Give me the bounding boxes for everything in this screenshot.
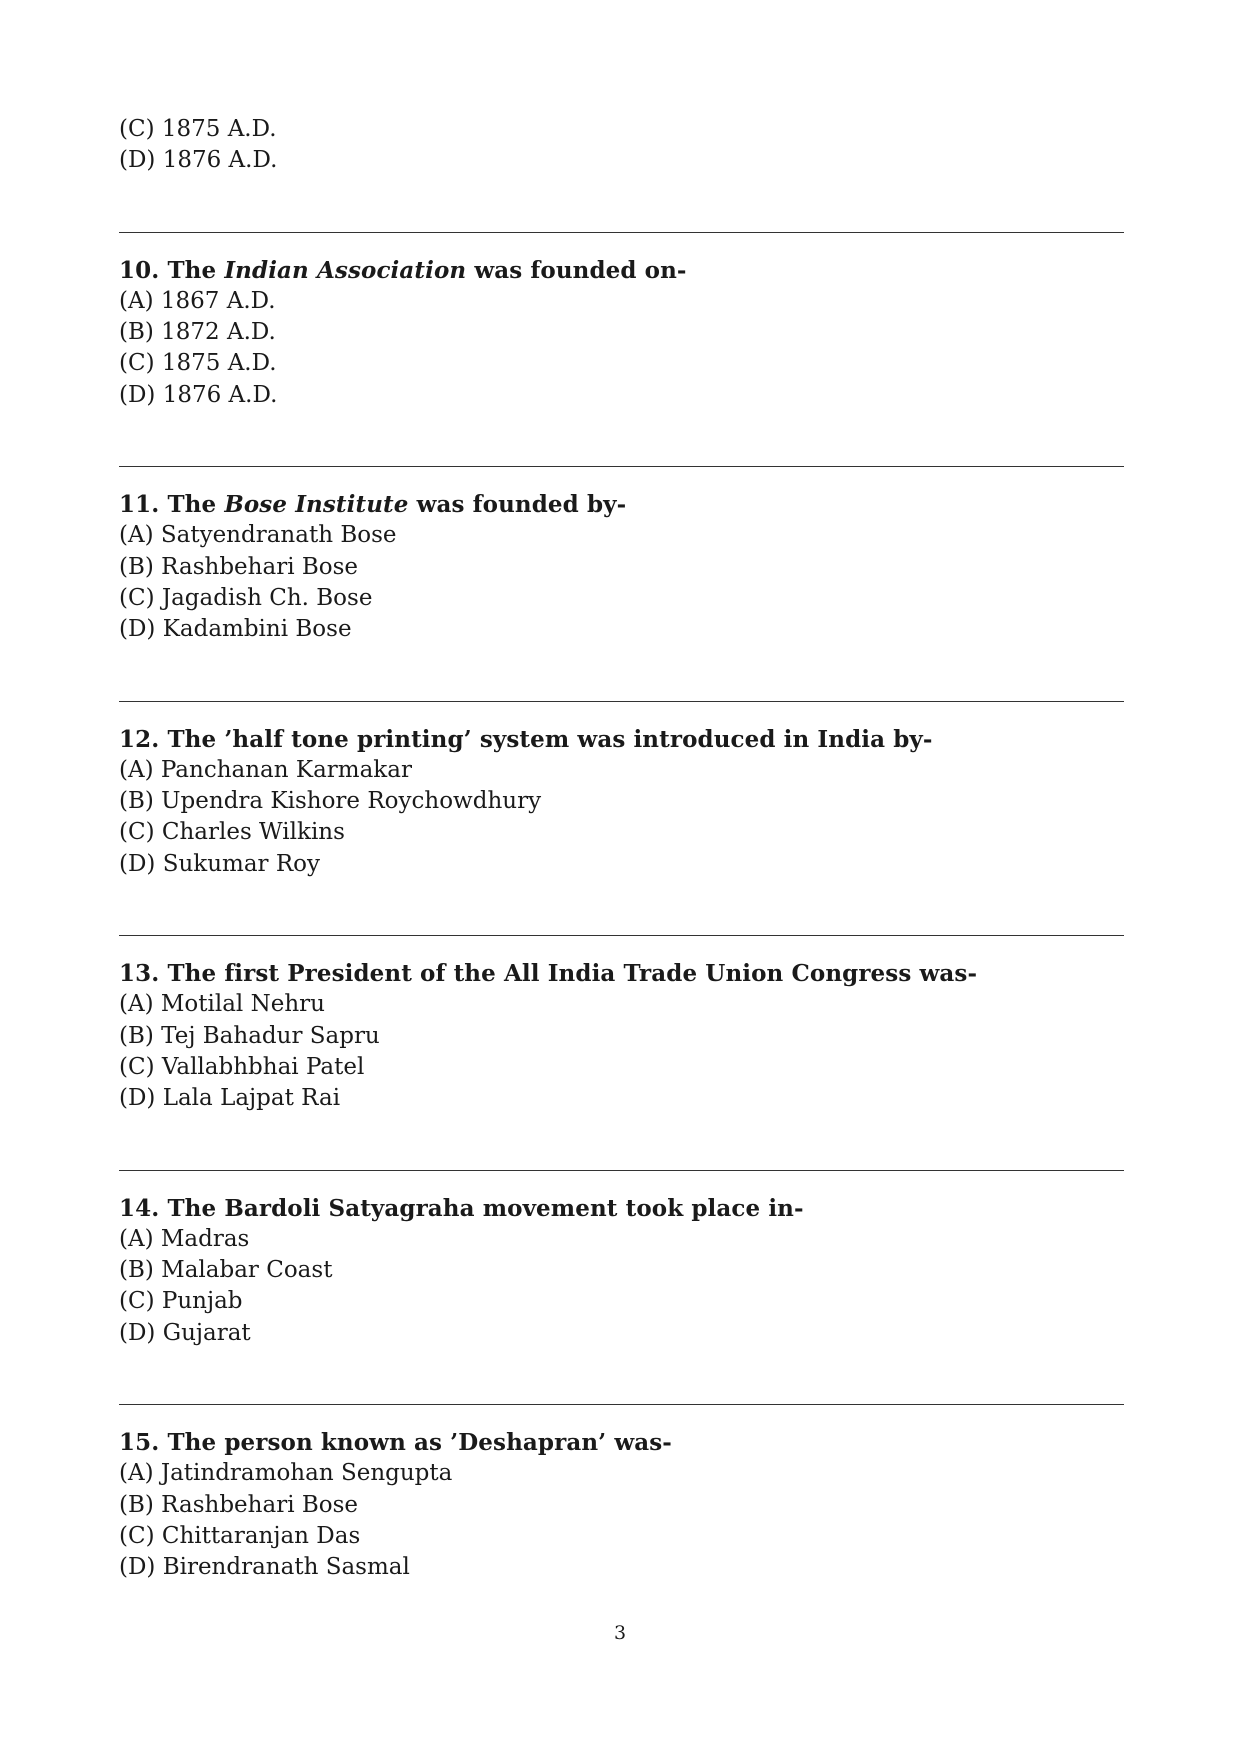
option-d: (D) Lala Lajpat Rai [119,1085,341,1112]
question-13 [119,958,1124,1114]
option-a: (A) 1867 A.D. [119,287,276,314]
question-text: 10. The Indian Association was founded on- [119,256,687,284]
option-c: (C) Charles Wilkins [119,819,345,846]
question-text: 13. The first President of the All India Trade Union Congress was- [119,960,978,988]
question-text: 15. The person known as ’Deshapran’ was- [119,1429,672,1457]
option-d: (D) 1876 A.D. [119,381,278,408]
option: (C) 1875 A.D. [119,116,277,142]
option-d: (D) Kadambini Bose [119,616,352,643]
option-a: (A) Jatindramohan Sengupta [119,1460,453,1487]
option-d: (D) Birendranath Sasmal [119,1554,410,1581]
option-b: (B) Tej Bahadur Sapru [119,1022,380,1049]
option-d: (D) Gujarat [119,1319,251,1346]
option-a: (A) Satyendranath Bose [119,522,397,549]
option-b: (B) Rashbehari Bose [119,1491,359,1518]
option-c: (C) Punjab [119,1288,243,1315]
option-b: (B) Upendra Kishore Roychowdhury [119,788,542,815]
option: (D) 1876 A.D. [119,147,278,174]
question-11 [119,489,1124,645]
continued-options [119,114,1124,177]
question-text: 14. The Bardoli Satyagraha movement took place in- [119,1194,804,1222]
question-paper-page [119,114,1124,1584]
question-text: 12. The ’half tone printing’ system was introduced in India by- [119,725,933,753]
option-d: (D) Sukumar Roy [119,850,321,877]
option-b: (B) 1872 A.D. [119,319,276,346]
question-10 [119,255,1124,411]
option-c: (C) Chittaranjan Das [119,1522,361,1549]
question-text: 11. The Bose Institute was founded by- [119,491,627,519]
question-15 [119,1427,1124,1583]
option-b: (B) Rashbehari Bose [119,553,359,580]
question-14 [119,1193,1124,1349]
option-c: (C) Vallabhbhai Patel [119,1053,365,1080]
option-b: (B) Malabar Coast [119,1257,333,1284]
question-12 [119,724,1124,880]
option-c: (C) 1875 A.D. [119,350,277,377]
option-c: (C) Jagadish Ch. Bose [119,584,373,611]
page-number: 3 [613,1622,627,1644]
option-a: (A) Madras [119,1225,250,1252]
option-a: (A) Motilal Nehru [119,991,325,1018]
option-a: (A) Panchanan Karmakar [119,756,412,783]
